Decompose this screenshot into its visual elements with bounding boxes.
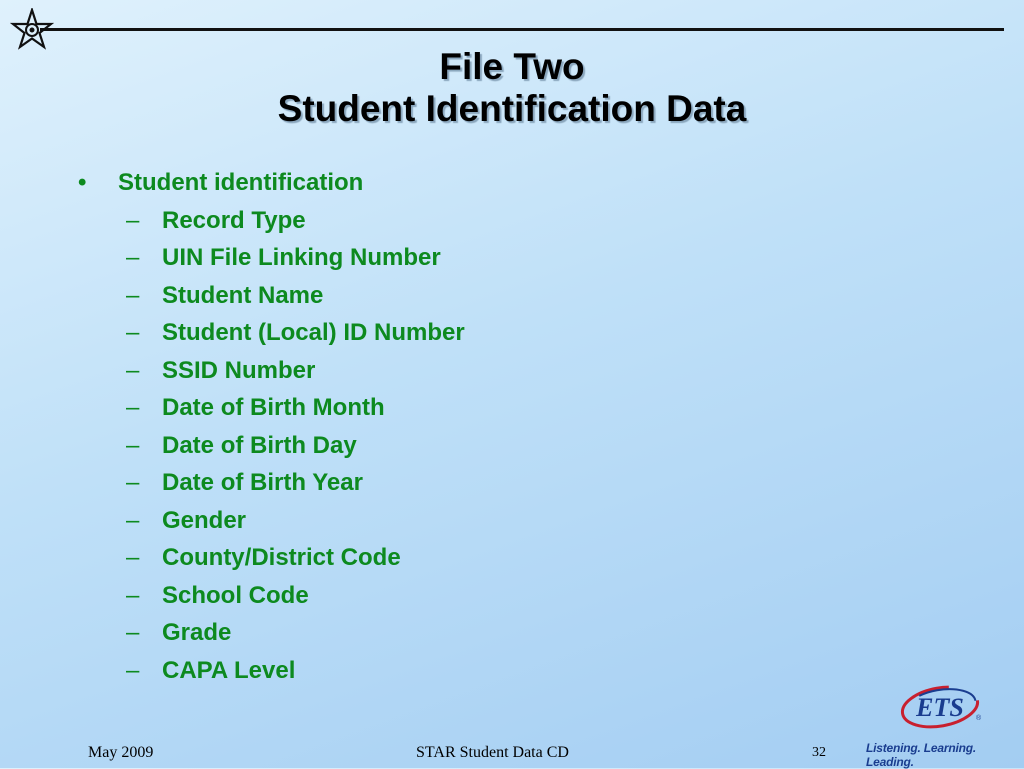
sub-list bbox=[78, 202, 778, 690]
list-item bbox=[78, 277, 778, 315]
dash-marker: – bbox=[126, 356, 140, 384]
dash-marker: – bbox=[126, 544, 140, 571]
dash-marker: – bbox=[126, 656, 140, 684]
dash-marker: – bbox=[126, 206, 140, 234]
bullet-dot: • bbox=[78, 169, 87, 196]
footer-date: May 2009 bbox=[88, 744, 154, 761]
dash-marker: – bbox=[126, 244, 140, 271]
ets-logo-text: ETS bbox=[916, 693, 964, 722]
bullet-item bbox=[78, 164, 778, 202]
list-item bbox=[78, 652, 778, 690]
title-line-1: File Two bbox=[439, 46, 585, 87]
bullet-label: Student identification bbox=[118, 169, 364, 196]
list-item-label: Student (Local) ID Number bbox=[162, 319, 465, 346]
title-line-2: Student Identification Data bbox=[277, 88, 747, 129]
list-item-label: School Code bbox=[162, 581, 309, 609]
list-item-label: CAPA Level bbox=[162, 656, 296, 684]
footer-title: STAR Student Data CD bbox=[416, 744, 569, 761]
list-item bbox=[78, 577, 778, 615]
list-item bbox=[78, 427, 778, 465]
dash-marker: – bbox=[126, 319, 140, 346]
page-number: 32 bbox=[812, 745, 826, 760]
dash-marker: – bbox=[126, 581, 140, 609]
list-item bbox=[78, 502, 778, 540]
list-item bbox=[78, 239, 778, 277]
list-item-label: Grade bbox=[162, 619, 232, 646]
ets-tagline: Listening. Learning. Leading. bbox=[866, 741, 977, 769]
list-item-label: Date of Birth Year bbox=[162, 469, 363, 496]
list-item-label: Gender bbox=[162, 506, 247, 534]
dash-marker: – bbox=[126, 619, 140, 646]
ets-logo bbox=[898, 682, 982, 732]
dash-marker: – bbox=[126, 431, 140, 459]
slide-title bbox=[0, 46, 1024, 130]
list-item-label: SSID Number bbox=[162, 356, 316, 384]
svg-text:®: ® bbox=[976, 715, 982, 722]
dash-marker: – bbox=[126, 281, 140, 309]
list-item bbox=[78, 202, 778, 240]
content-area bbox=[78, 164, 778, 689]
top-rule bbox=[40, 28, 1004, 31]
list-item-label: UIN File Linking Number bbox=[162, 244, 441, 271]
list-item-label: Student Name bbox=[162, 281, 324, 309]
list-item bbox=[78, 464, 778, 502]
dash-marker: – bbox=[126, 506, 140, 534]
dash-marker: – bbox=[126, 469, 140, 496]
list-item-label: County/District Code bbox=[162, 544, 401, 571]
list-item-label: Date of Birth Day bbox=[162, 431, 357, 459]
list-item bbox=[78, 352, 778, 390]
list-item bbox=[78, 539, 778, 577]
list-item bbox=[78, 614, 778, 652]
list-item bbox=[78, 389, 778, 427]
list-item-label: Date of Birth Month bbox=[162, 394, 385, 421]
list-item-label: Record Type bbox=[162, 206, 306, 234]
list-item bbox=[78, 314, 778, 352]
dash-marker: – bbox=[126, 394, 140, 421]
